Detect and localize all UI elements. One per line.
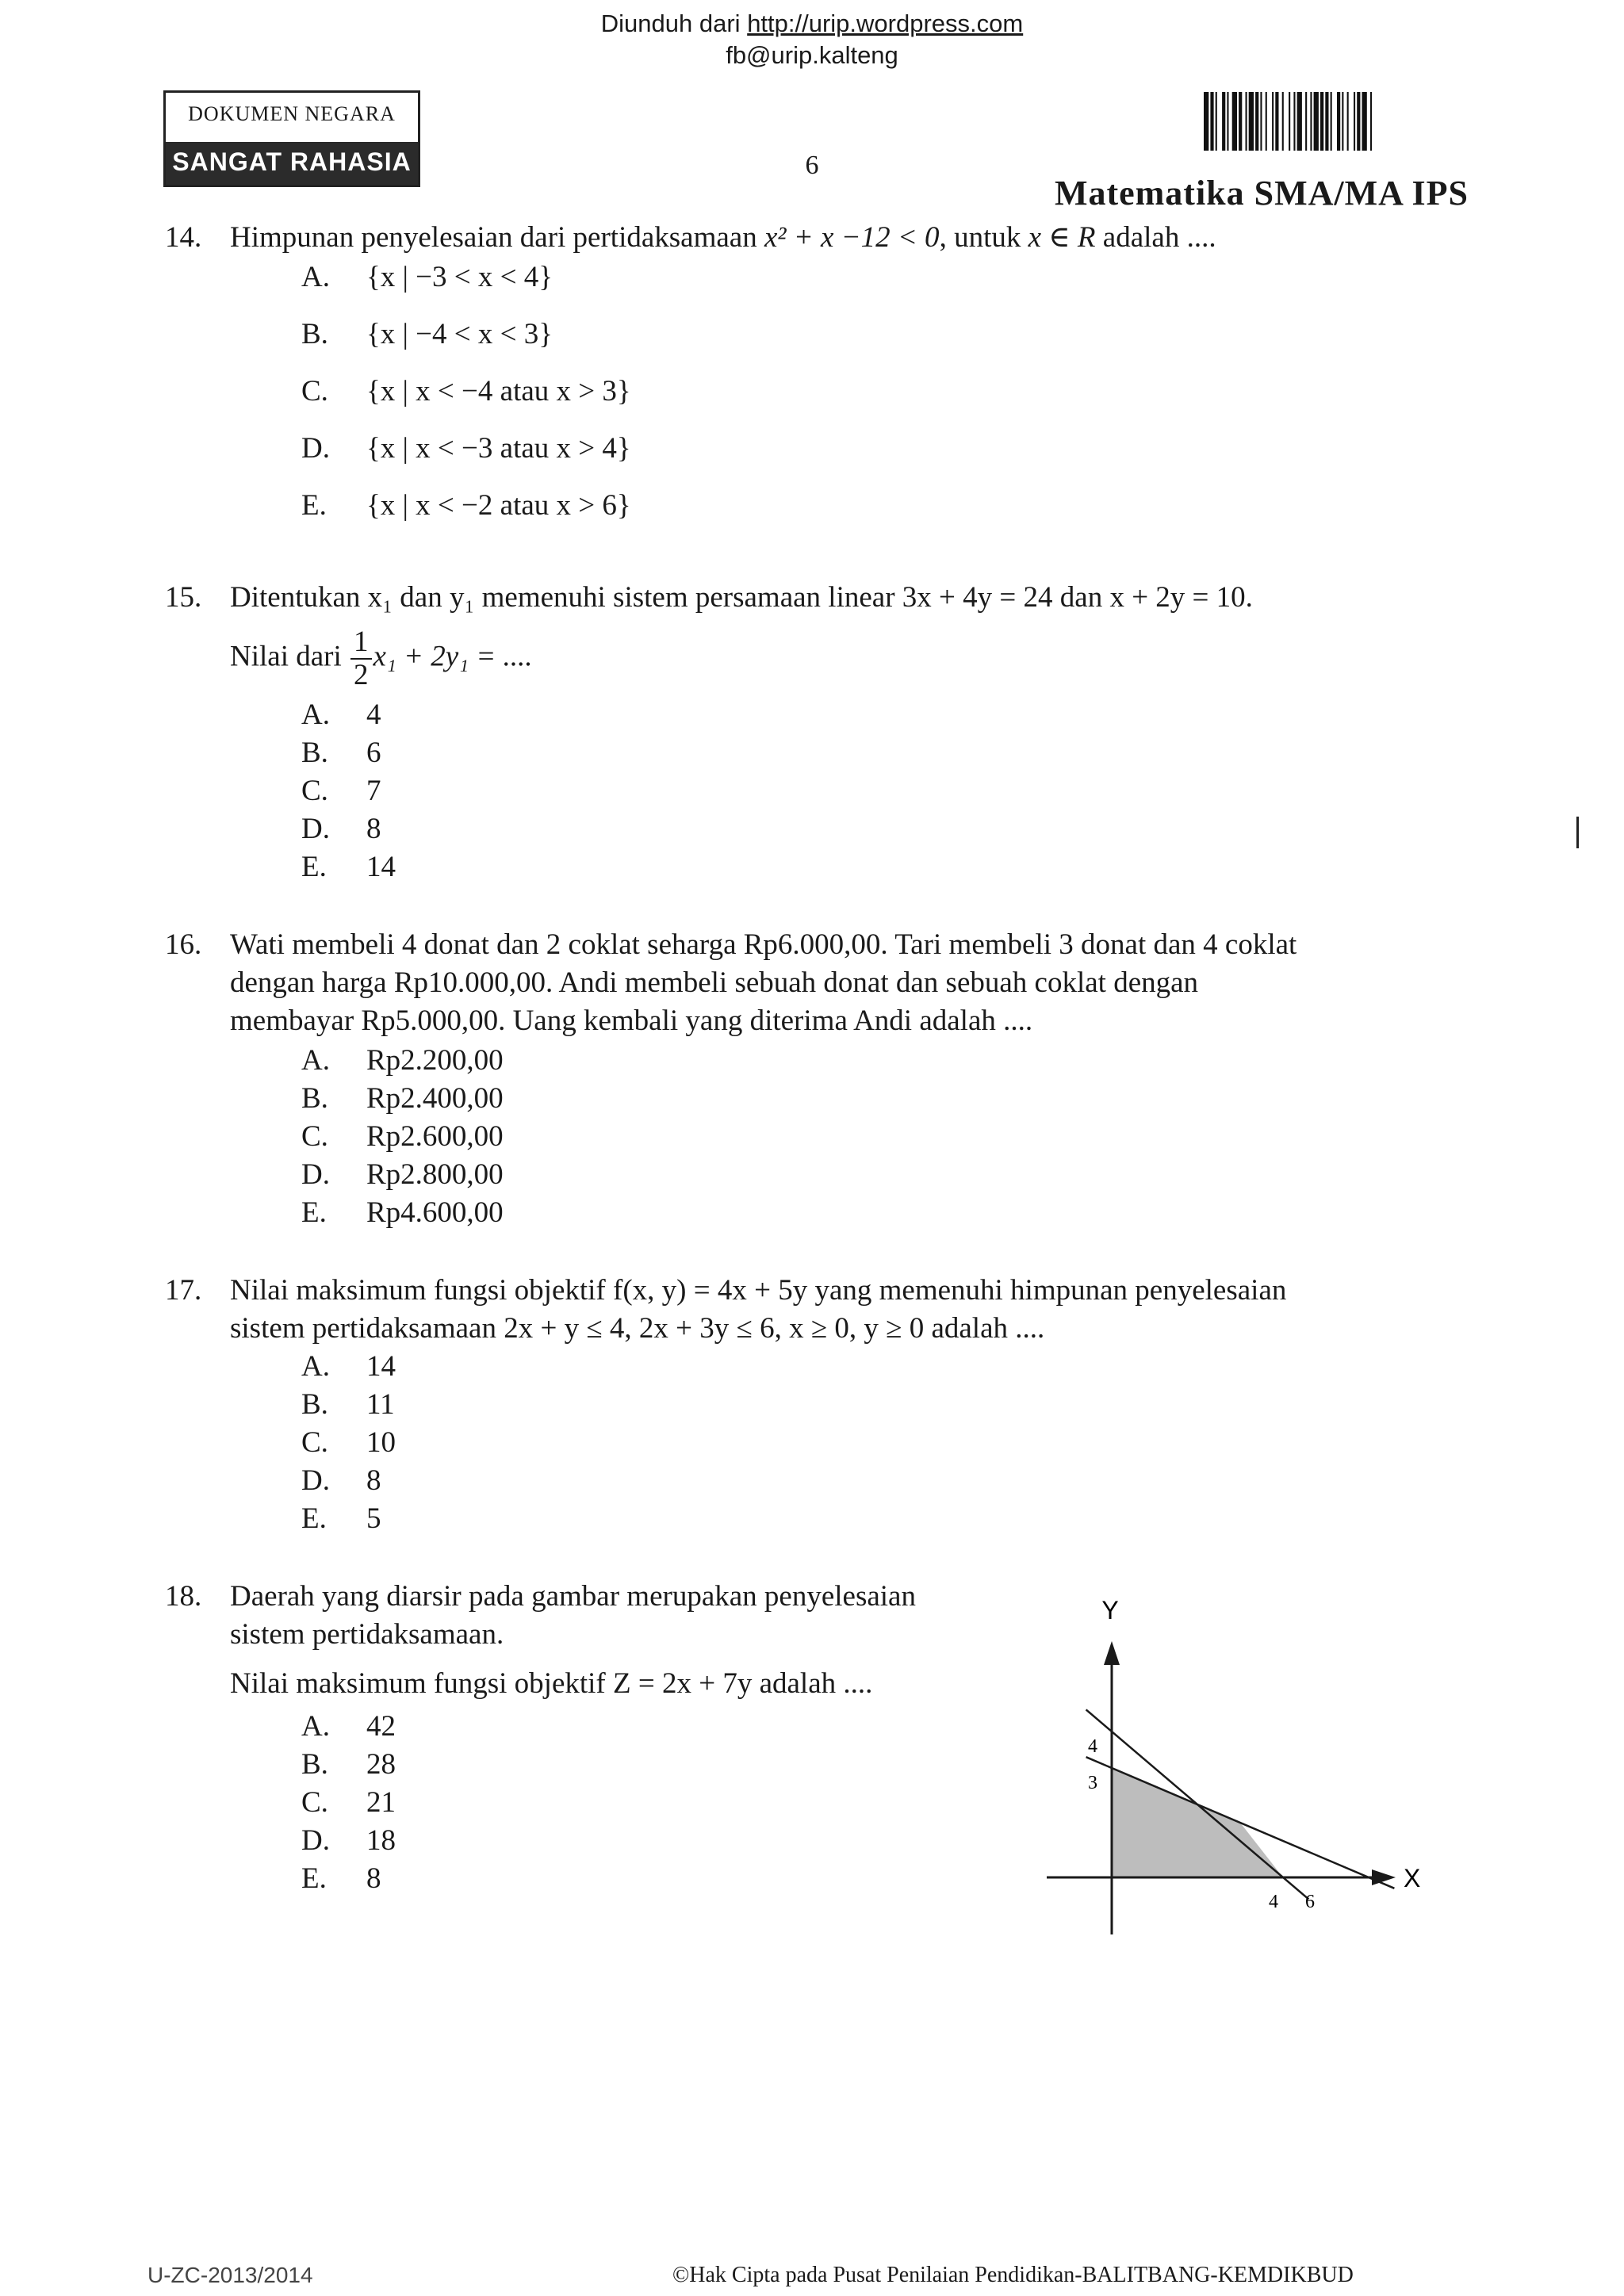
option-text: 14 (366, 851, 396, 883)
option-text: 21 (366, 1786, 396, 1819)
option-text: 6 (366, 737, 381, 769)
barcode-bar (1370, 92, 1372, 151)
barcode-bar (1310, 92, 1312, 151)
x-tick-6: 6 (1305, 1892, 1315, 1912)
option-text: 11 (366, 1388, 395, 1421)
option-a[interactable] (301, 260, 553, 294)
option-text: 8 (366, 813, 381, 845)
stem-line: Wati membeli 4 donat dan 2 coklat seharga Rp6.000,00. Tari membeli 3 donat dan 4 coklat (230, 928, 1297, 961)
y-axis-label: Y (1101, 1596, 1119, 1624)
barcode-bar (1325, 92, 1328, 151)
option-d[interactable] (301, 812, 381, 846)
option-a[interactable] (301, 1043, 504, 1077)
barcode-bar (1289, 92, 1290, 151)
option-text: Rp2.600,00 (366, 1120, 504, 1153)
fraction-numerator: 1 (350, 626, 372, 660)
math-inequality: x² + x −12 < 0 (764, 221, 940, 254)
question-stem: Ditentukan x₁ dan y₁ memenuhi sistem persamaan linear 3x + 4y = 24 dan x + 2y = 10. (230, 581, 1253, 614)
option-text: 14 (366, 1350, 396, 1383)
barcode-bar (1293, 92, 1295, 151)
option-text: 5 (366, 1502, 381, 1535)
option-letter: C. (301, 375, 328, 408)
option-c[interactable] (301, 1119, 504, 1154)
barcode-bar (1227, 92, 1228, 151)
option-d[interactable] (301, 1158, 504, 1192)
margin-mark (1576, 817, 1579, 848)
option-b[interactable] (301, 736, 381, 770)
barcode-bar (1232, 92, 1237, 151)
question-number: 17. (165, 1274, 202, 1307)
barcode-bar (1314, 92, 1319, 151)
fraction-denominator: 2 (354, 659, 369, 691)
option-e[interactable] (301, 1502, 381, 1536)
option-text: Rp4.600,00 (366, 1196, 504, 1229)
option-letter: D. (301, 813, 330, 845)
option-c[interactable] (301, 1785, 396, 1820)
option-e[interactable] (301, 1196, 504, 1230)
question-number: 18. (165, 1580, 202, 1613)
option-a[interactable] (301, 1349, 396, 1383)
source-prefix: Diunduh dari (600, 10, 748, 37)
option-d[interactable] (301, 1464, 381, 1498)
barcode-bar (1362, 92, 1367, 151)
option-letter: D. (301, 1158, 330, 1191)
option-letter: A. (301, 698, 330, 731)
option-text: 7 (366, 775, 381, 807)
option-letter: E. (301, 1502, 327, 1535)
barcode-bar (1204, 92, 1208, 151)
option-c[interactable] (301, 1425, 396, 1460)
option-text: Rp2.400,00 (366, 1082, 504, 1115)
barcode-bar (1255, 92, 1258, 151)
barcode-bar (1266, 92, 1267, 151)
secret-label: SANGAT RAHASIA (172, 147, 412, 176)
option-e[interactable] (301, 850, 396, 884)
option-c[interactable] (301, 774, 381, 808)
barcode-bar (1337, 92, 1340, 151)
question-stem (230, 219, 1451, 257)
option-letter: E. (301, 489, 327, 522)
option-letter: B. (301, 1748, 328, 1781)
option-letter: A. (301, 261, 330, 293)
option-a[interactable] (301, 1709, 396, 1743)
option-text: 8 (366, 1862, 381, 1895)
option-letter: C. (301, 1426, 328, 1459)
stem-text: x₁ + 2y₁ = .... (373, 640, 533, 673)
option-text: {x | x < −4 atau x > 3} (366, 375, 631, 408)
question-number: 14. (165, 221, 202, 254)
option-letter: E. (301, 851, 327, 883)
option-letter: E. (301, 1196, 327, 1229)
option-letter: C. (301, 775, 328, 807)
option-letter: D. (301, 1464, 330, 1497)
option-text: 8 (366, 1464, 381, 1497)
footer-copyright: ©Hak Cipta pada Pusat Penilaian Pendidikan-BALITBANG-KEMDIKBUD (672, 2263, 1354, 2287)
y-tick-3: 3 (1088, 1773, 1097, 1793)
barcode-bar (1239, 92, 1242, 151)
barcode-bar (1210, 92, 1213, 151)
question-number: 16. (165, 928, 202, 961)
barcode-bar (1320, 92, 1323, 151)
barcode-bar (1216, 92, 1217, 151)
option-d[interactable] (301, 431, 631, 465)
stem-line: membayar Rp5.000,00. Uang kembali yang diterima Andi adalah .... (230, 1004, 1033, 1037)
barcode-bar (1249, 92, 1254, 151)
option-d[interactable] (301, 1823, 396, 1858)
stem-text: , untuk (939, 221, 1028, 254)
option-text: Rp2.800,00 (366, 1158, 504, 1191)
option-text: {x | x < −2 atau x > 6} (366, 489, 631, 522)
barcode-bar (1272, 92, 1274, 151)
question-number: 15. (165, 581, 202, 614)
barcode-bar (1342, 92, 1343, 151)
option-text: {x | x < −3 atau x > 4} (366, 432, 631, 465)
option-text: 10 (366, 1426, 396, 1459)
question-stem (230, 926, 1451, 1040)
option-b[interactable] (301, 1387, 395, 1422)
source-contact: fb@urip.kalteng (726, 41, 898, 69)
x-axis-label: X (1404, 1864, 1421, 1892)
option-e[interactable] (301, 488, 631, 522)
option-e[interactable] (301, 1862, 381, 1896)
question-stem (230, 1578, 1023, 1703)
barcode-bar (1331, 92, 1332, 151)
y-axis-arrow-icon (1104, 1641, 1120, 1665)
footer-code: U-ZC-2013/2014 (147, 2263, 313, 2287)
stem-line: Nilai maksimum fungsi objektif f(x, y) = 4x + 5y yang memenuhi himpunan penyelesaian (230, 1274, 1287, 1307)
option-letter: B. (301, 318, 328, 350)
stem-line: sistem pertidaksamaan 2x + y ≤ 4, 2x + 3y ≤ 6, x ≥ 0, y ≥ 0 adalah .... (230, 1312, 1045, 1345)
option-text: 42 (366, 1710, 396, 1743)
barcode-bar (1297, 92, 1302, 151)
option-b[interactable] (301, 317, 553, 351)
option-letter: B. (301, 737, 328, 769)
source-line (0, 10, 1624, 38)
y-tick-4: 4 (1088, 1736, 1097, 1757)
option-text: 18 (366, 1824, 396, 1857)
option-letter: B. (301, 1388, 328, 1421)
option-letter: C. (301, 1120, 328, 1153)
option-text: Rp2.200,00 (366, 1044, 504, 1077)
option-letter: A. (301, 1044, 330, 1077)
stem-text: Himpunan penyelesaian dari pertidaksamaan (230, 221, 764, 254)
option-letter: E. (301, 1862, 327, 1895)
question-stem (230, 1272, 1451, 1348)
barcode-bar (1357, 92, 1360, 151)
barcode-bar (1347, 92, 1349, 151)
option-text: {x | −4 < x < 3} (366, 318, 553, 350)
barcode-bar (1305, 92, 1307, 151)
barcode-bar (1354, 92, 1355, 151)
math-domain: x ∈ R (1028, 221, 1096, 254)
subject-title: Matematika SMA/MA IPS (1054, 174, 1469, 212)
page-number: 6 (805, 151, 819, 180)
fraction (350, 626, 372, 691)
barcode-bar (1282, 92, 1284, 151)
option-b[interactable] (301, 1747, 396, 1781)
barcode-bar (1246, 92, 1247, 151)
stem-text: adalah .... (1095, 221, 1216, 254)
barcode-bar (1275, 92, 1278, 151)
stem-line: dengan harga Rp10.000,00. Andi membeli sebuah donat dan sebuah coklat dengan (230, 966, 1199, 999)
option-a[interactable] (301, 698, 381, 732)
stem-text: Nilai dari (230, 640, 350, 673)
option-c[interactable] (301, 374, 631, 408)
barcode-bar (1222, 92, 1225, 151)
source-link[interactable]: http://urip.wordpress.com (747, 10, 1024, 37)
option-letter: D. (301, 1824, 330, 1857)
feasible-region-graph (1031, 1594, 1443, 1942)
stem-line: sistem pertidaksamaan. (230, 1618, 504, 1651)
option-b[interactable] (301, 1081, 504, 1115)
document-label: DOKUMEN NEGARA (188, 102, 396, 125)
option-letter: D. (301, 432, 330, 465)
stem-line: Nilai maksimum fungsi objektif Z = 2x + 7y adalah .... (230, 1667, 873, 1700)
option-letter: A. (301, 1350, 330, 1383)
option-letter: C. (301, 1786, 328, 1819)
option-letter: B. (301, 1082, 328, 1115)
question-15-expression (230, 626, 533, 691)
option-text: {x | −3 < x < 4} (366, 261, 553, 293)
x-tick-4: 4 (1269, 1892, 1278, 1912)
barcode-bar (1260, 92, 1262, 151)
option-text: 28 (366, 1748, 396, 1781)
option-letter: A. (301, 1710, 330, 1743)
shaded-region (1112, 1768, 1283, 1877)
stem-line: Daerah yang diarsir pada gambar merupakan penyelesaian (230, 1580, 916, 1613)
barcode (1202, 92, 1465, 151)
option-text: 4 (366, 698, 381, 731)
